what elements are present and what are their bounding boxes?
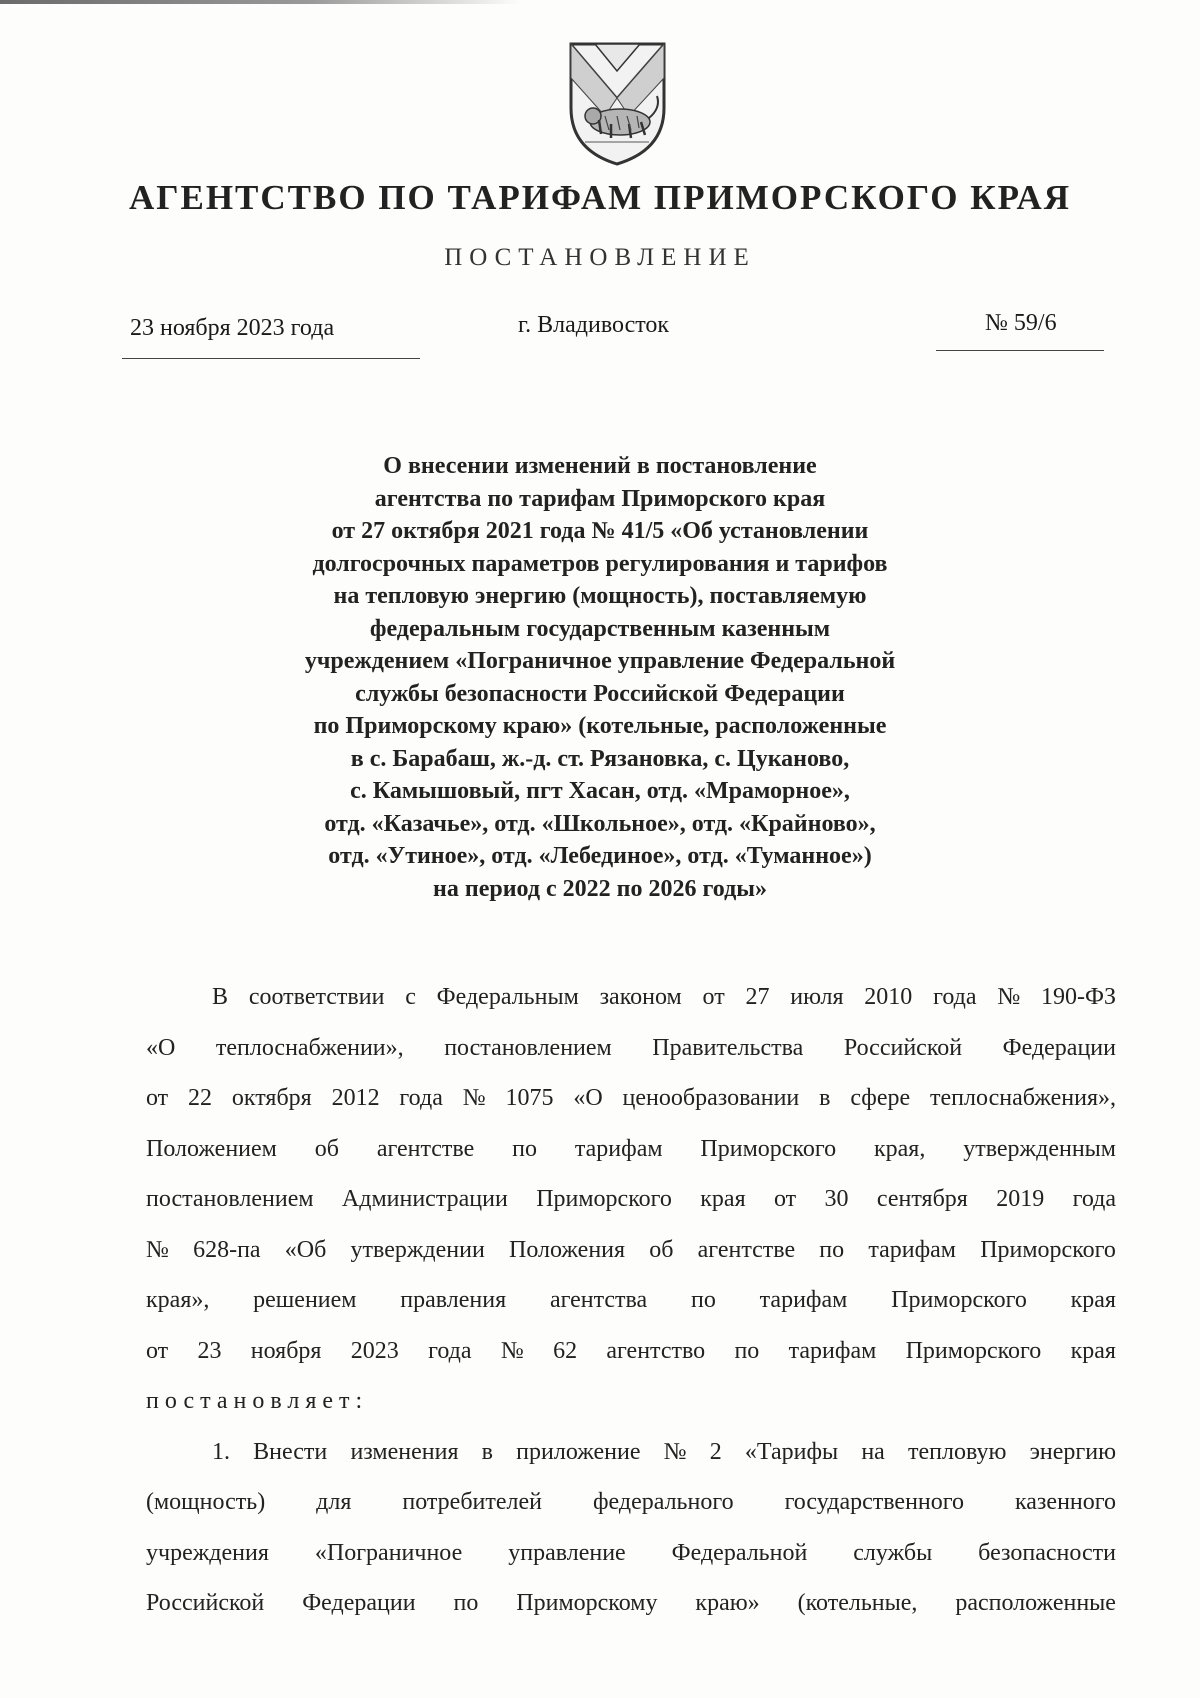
subject-line: на тепловую энергию (мощность), поставляемую [333,583,867,609]
subject-line: с. Камышовый, пгт Хасан, отд. «Мраморное», [350,778,850,804]
body-line: от 23 ноября 2023 года № 62 агентство по тарифам Приморского края [146,1337,1116,1364]
document-number: № 59/6 [985,310,1057,336]
subject-line: агентства по тарифам Приморского края [374,485,826,512]
subject-line: в с. Барабаш, ж.-д. ст. Рязановка, с. Цуканово, [350,745,850,772]
body-line: № 628-па «Об утверждении Положения об агентстве по тарифам Приморского [146,1236,1116,1263]
body-line: (мощность) для потребителей федерального государственного казенного [146,1489,1116,1515]
coat-of-arms-icon [565,38,670,168]
subject-line: долгосрочных параметров регулирования и тарифов [312,550,888,577]
document-subject [150,450,1050,905]
scan-edge-mark [0,0,520,4]
document-type: ПОСТАНОВЛЕНИЕ [444,244,756,271]
subject-line: отд. «Казачье», отд. «Школьное», отд. «Крайново», [324,810,876,837]
body-line: «О теплоснабжении», постановлением Правительства Российской Федерации [146,1034,1116,1061]
body-line-decree: постановляет: [146,1388,369,1414]
body-line: Положением об агентстве по тарифам Приморского края, утвержденным [146,1135,1116,1162]
subject-line: на период с 2022 по 2026 годы» [433,875,767,902]
body-line: от 22 октября 2012 года № 1075 «О ценообразовании в сфере теплоснабжения», [146,1085,1116,1111]
agency-name: АГЕНТСТВО ПО ТАРИФАМ ПРИМОРСКОГО КРАЯ [128,178,1072,217]
number-underline [936,350,1104,351]
subject-line: службы безопасности Российской Федерации [355,680,845,707]
subject-line: отд. «Утиное», отд. «Лебединое», отд. «Туманное») [328,843,872,869]
body-line: края», решением правления агентства по тарифам Приморского края [146,1287,1116,1313]
subject-line: О внесении изменений в постановление [383,453,817,479]
body-line: постановлением Администрации Приморского края от 30 сентября 2019 года [146,1186,1116,1212]
document-city: г. Владивосток [518,312,670,338]
subject-line: учреждением «Пограничное управление Федеральной [304,648,896,674]
subject-line: федеральным государственным казенным [369,615,831,642]
document-date: 23 ноября 2023 года [130,315,335,341]
subject-line: от 27 октября 2021 года № 41/5 «Об установлении [331,518,869,544]
document-body [146,972,1116,1629]
subject-line: по Приморскому краю» (котельные, расположенные [313,713,887,739]
body-line: Российской Федерации по Приморскому краю» (котельные, расположенные [146,1590,1116,1616]
body-line: В соответствии с Федеральным законом от 27 июля 2010 года № 190-ФЗ [212,984,1116,1010]
body-line: 1. Внести изменения в приложение № 2 «Тарифы на тепловую энергию [212,1438,1116,1465]
date-underline [122,358,420,359]
body-line: учреждения «Пограничное управление Федеральной службы безопасности [146,1539,1116,1566]
